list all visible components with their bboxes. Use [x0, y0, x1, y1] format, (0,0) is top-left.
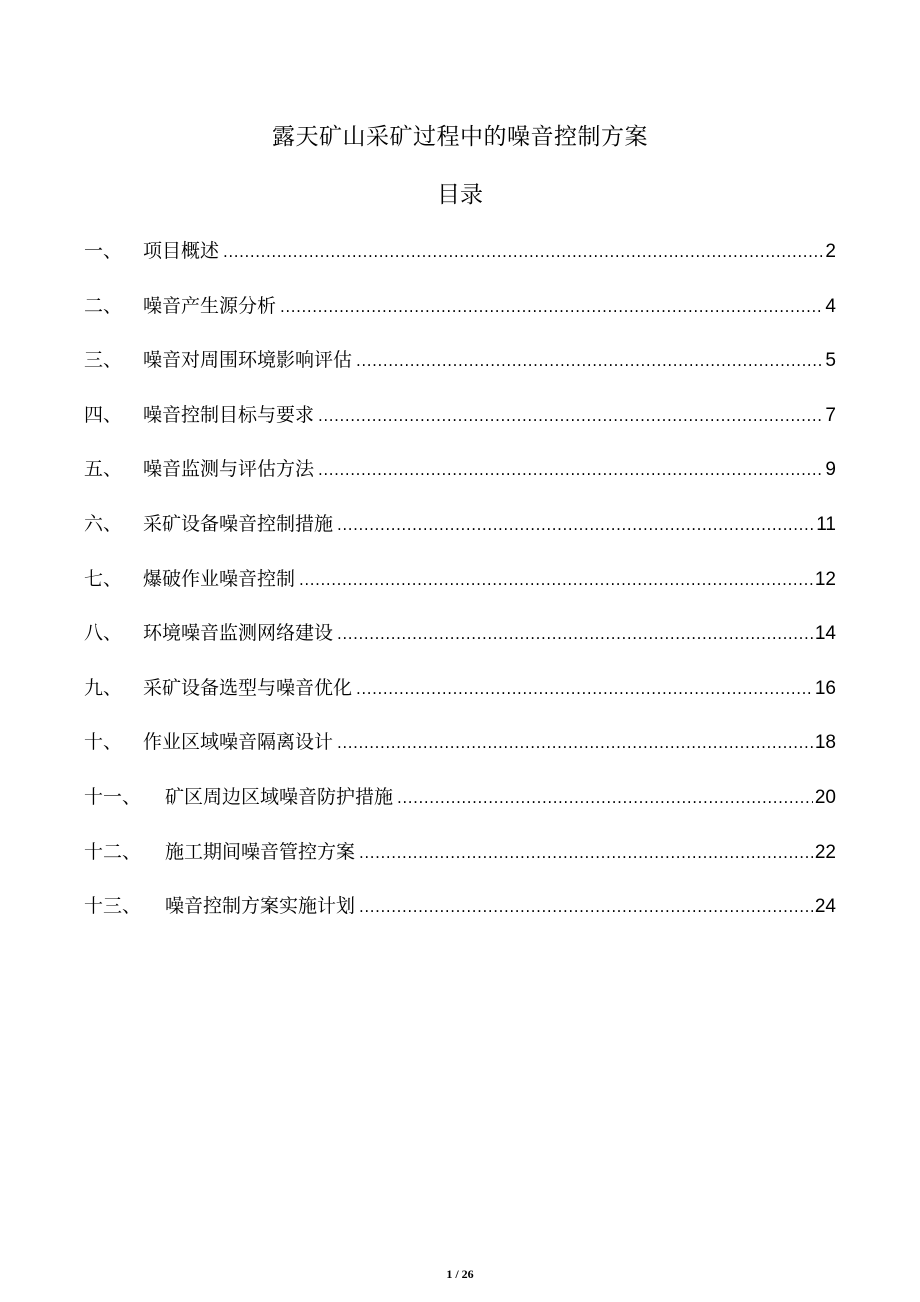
toc-entry[interactable] [84, 507, 836, 562]
toc-leader-dots [356, 344, 823, 378]
toc-entry-number: 四、 [84, 403, 123, 426]
toc-entry-title: 噪音控制目标与要求 [143, 403, 315, 426]
toc-leader-dots [318, 453, 823, 487]
toc-entry-number: 十、 [84, 731, 123, 754]
toc-entry-page: 12 [814, 568, 836, 590]
toc-entry-number: 三、 [84, 349, 123, 372]
toc-entry-page: 4 [825, 295, 836, 317]
toc-entry[interactable] [84, 889, 836, 944]
toc-entry-page: 5 [825, 350, 836, 372]
toc-entry[interactable] [84, 780, 836, 835]
toc-leader-dots [223, 235, 823, 269]
toc-entry-page: 14 [814, 623, 836, 645]
toc-entry-number: 十三、 [84, 895, 142, 918]
toc-entry-number: 九、 [84, 676, 123, 699]
toc-entry[interactable] [84, 343, 836, 398]
toc-leader-dots [318, 399, 823, 433]
toc-entry-title: 环境噪音监测网络建设 [143, 622, 334, 645]
page-number-footer: 1 / 26 [446, 1267, 474, 1281]
toc-entry-number: 八、 [84, 622, 123, 645]
toc-entry[interactable] [84, 671, 836, 726]
toc-leader-dots [397, 781, 813, 815]
toc-entry-page: 16 [814, 677, 836, 699]
toc-entry-number: 五、 [84, 458, 123, 481]
toc-entry-page: 22 [814, 841, 836, 863]
toc-entry-title: 噪音对周围环境影响评估 [143, 349, 353, 372]
toc-entry[interactable] [84, 616, 836, 671]
toc-entry-page: 24 [814, 896, 836, 918]
toc-entry-title: 采矿设备噪音控制措施 [143, 512, 334, 535]
toc-leader-dots [280, 290, 823, 324]
toc-entry-number: 二、 [84, 294, 123, 317]
toc-entry-page: 2 [825, 241, 836, 262]
toc-entry-title: 作业区域噪音隔离设计 [143, 731, 334, 754]
toc-leader-dots [299, 563, 813, 597]
toc-entry-number: 十二、 [84, 840, 142, 863]
toc-entry[interactable] [84, 398, 836, 453]
toc-entry-page: 11 [816, 513, 836, 535]
toc-entry[interactable] [84, 725, 836, 780]
document-title: 露天矿山采矿过程中的噪音控制方案 [272, 124, 648, 150]
toc-entry-page: 7 [825, 404, 836, 426]
toc-entry-title: 施工期间噪音管控方案 [165, 840, 356, 863]
toc-entry-number: 一、 [84, 240, 123, 262]
toc-leader-dots [337, 617, 813, 651]
toc-entry-title: 噪音监测与评估方法 [143, 458, 315, 481]
toc-entry[interactable] [84, 562, 836, 617]
toc-entry-number: 十一、 [84, 785, 142, 808]
toc-entry-title: 噪音控制方案实施计划 [165, 895, 356, 918]
toc-entry[interactable] [84, 234, 836, 289]
toc-entry-title: 矿区周边区域噪音防护措施 [165, 785, 394, 808]
toc-entry-title: 项目概述 [143, 240, 220, 262]
toc-leader-dots [337, 726, 813, 760]
toc-entry[interactable] [84, 452, 836, 507]
toc-entry-page: 18 [814, 732, 836, 754]
toc-entry[interactable] [84, 835, 836, 890]
toc-leader-dots [359, 836, 813, 870]
toc-entry-page: 9 [825, 459, 836, 481]
toc-entry-number: 六、 [84, 512, 123, 535]
toc-leader-dots [337, 508, 814, 542]
toc-leader-dots [359, 890, 813, 924]
toc-entry[interactable] [84, 289, 836, 344]
toc-heading: 目录 [437, 182, 483, 208]
toc-entry-title: 爆破作业噪音控制 [143, 567, 296, 590]
table-of-contents [84, 234, 836, 944]
toc-entry-page: 20 [814, 786, 836, 808]
toc-entry-number: 七、 [84, 567, 123, 590]
toc-entry-title: 采矿设备选型与噪音优化 [143, 676, 353, 699]
toc-entry-title: 噪音产生源分析 [143, 294, 277, 317]
toc-leader-dots [356, 672, 813, 706]
